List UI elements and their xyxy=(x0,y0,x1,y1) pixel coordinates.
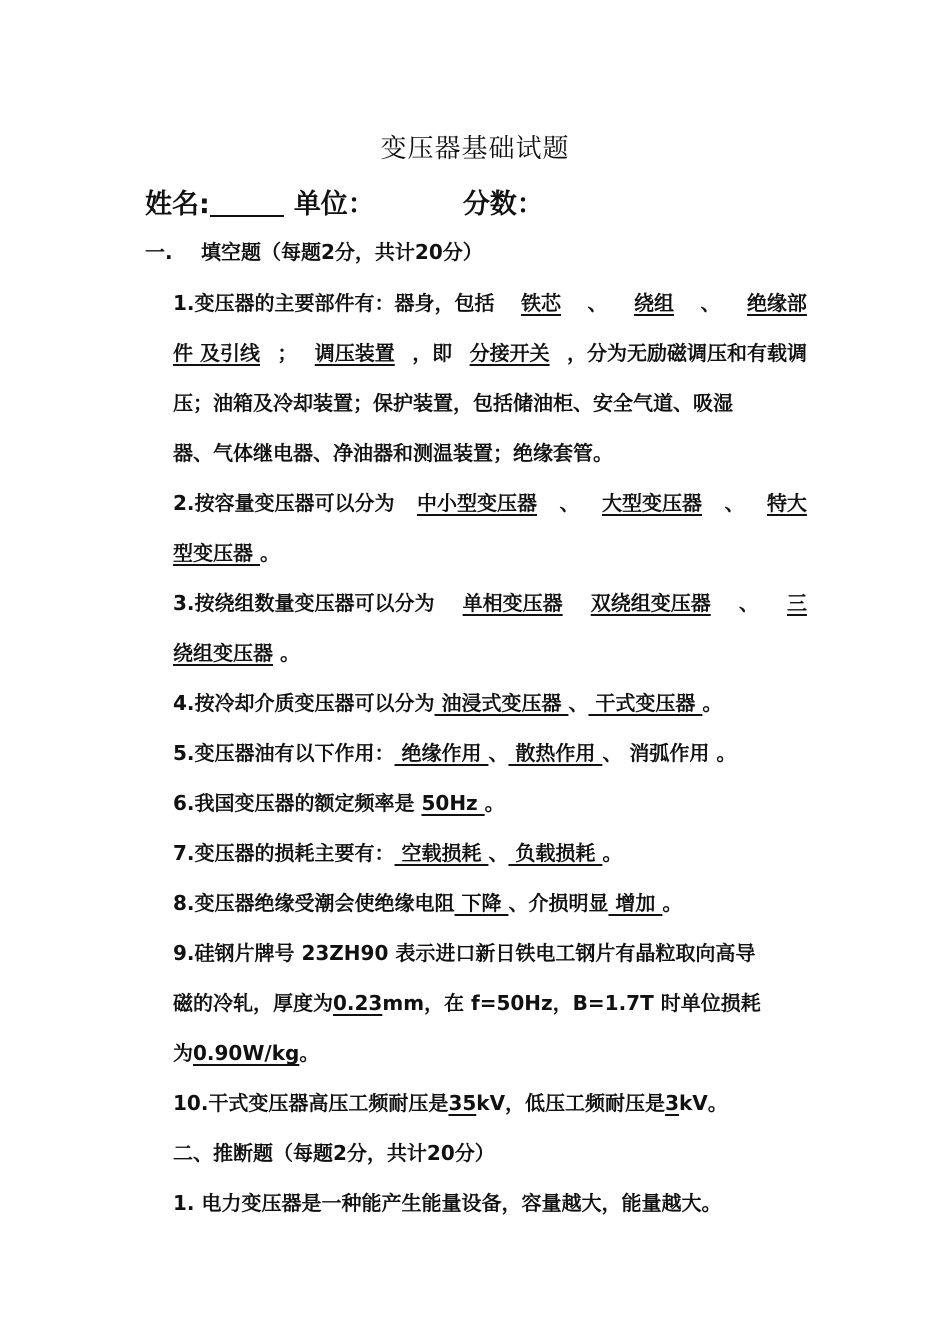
q6-line: 6.我国变压器的额定频率是 50Hz 。 xyxy=(173,791,505,815)
q8-answer-1: 下降 xyxy=(454,891,509,915)
q7-line: 7.变压器的损耗主要有： 空载损耗 、 负载损耗 。 xyxy=(173,841,623,865)
q3-answer-1: 单相变压器 xyxy=(462,591,563,615)
q10-answer-2: 3 xyxy=(665,1091,679,1115)
page-title: 变压器基础试题 xyxy=(380,134,570,164)
q2-line-1: 2.按容量变压器可以分为 中小型变压器 、 大型变压器 、 特大 xyxy=(173,487,807,516)
q1-answer-2: 绕组 xyxy=(633,291,674,315)
q5-answer-1: 绝缘作用 xyxy=(394,741,489,765)
q7-answer-1: 空载损耗 xyxy=(394,841,489,865)
judge-question-1: 1. 电力变压器是一种能产生能量设备，容量越大，能量越大。 xyxy=(173,1191,722,1215)
q1-answer-3: 绝缘部 xyxy=(746,291,807,315)
q4-answer-2: 干式变压器 xyxy=(588,691,703,715)
q8-line: 8.变压器绝缘受潮会使绝缘电阻 下降 、介损明显 增加 。 xyxy=(173,891,683,915)
section-1-title: 填空题（每题2分，共计20分） xyxy=(201,240,483,264)
q9-line-1: 9.硅钢片牌号 23ZH90 表示进口新日铁电工钢片有晶粒取向高导 xyxy=(173,941,756,965)
q10-line: 10.干式变压器高压工频耐压是35kV，低压工频耐压是3kV。 xyxy=(173,1091,728,1115)
q1-answer-5: 分接开关 xyxy=(469,341,550,365)
q9-line-2: 磁的冷轧，厚度为0.23mm，在 f=50Hz，B=1.7T 时单位损耗 xyxy=(173,991,761,1015)
section-2-heading: 二、推断题（每题2分，共计20分） xyxy=(173,1141,495,1165)
q9-answer-2: 0.90W/kg xyxy=(193,1041,300,1065)
name-label: 姓名: xyxy=(145,189,210,220)
q4-line: 4.按冷却介质变压器可以分为 油浸式变压器 、 干式变压器 。 xyxy=(173,691,723,715)
q9-line-3: 为0.90W/kg。 xyxy=(173,1041,320,1065)
q3-answer-2: 双绕组变压器 xyxy=(590,591,711,615)
q5-answer-2: 散热作用 xyxy=(508,741,603,765)
q1-line-1: 1.变压器的主要部件有：器身，包括 铁芯 、 绕组 、 绝缘部 xyxy=(173,287,807,316)
q2-answer-2: 大型变压器 xyxy=(601,491,702,515)
q2-answer-3: 特大 xyxy=(766,491,807,515)
q5-line: 5.变压器油有以下作用： 绝缘作用 、 散热作用 、 消弧作用 。 xyxy=(173,741,737,765)
score-label: 分数： xyxy=(462,189,544,220)
q8-answer-2: 增加 xyxy=(608,891,663,915)
exam-header xyxy=(145,182,544,221)
q1-line-4: 器、气体继电器、净油器和测温装置；绝缘套管。 xyxy=(173,441,613,465)
q9-answer-1: 0.23 xyxy=(333,991,383,1015)
section-1-number: 一. xyxy=(145,240,173,264)
q1-line-3: 压；油箱及冷却装置；保护装置，包括储油柜、安全气道、吸湿 xyxy=(173,391,733,415)
q2-line-2: 型变压器 。 xyxy=(173,541,280,565)
name-blank[interactable] xyxy=(210,189,284,217)
q6-answer-1: 50Hz xyxy=(421,791,485,815)
q1-line-2: 件 及引线 ； 调压装置 ，即 分接开关 ，分为无励磁调压和有载调 xyxy=(173,337,807,366)
section-1-heading xyxy=(145,236,483,265)
q7-answer-2: 负载损耗 xyxy=(508,841,603,865)
unit-label: 单位： xyxy=(293,189,375,220)
q1-answer-4: 调压装置 xyxy=(314,341,395,365)
q10-answer-1: 35 xyxy=(448,1091,477,1115)
q3-answer-3: 三 xyxy=(786,591,807,615)
q2-answer-1: 中小型变压器 xyxy=(417,491,537,515)
q3-line-2: 绕组变压器 。 xyxy=(173,641,300,665)
q3-line-1: 3.按绕组数量变压器可以分为 单相变压器 双绕组变压器 、 三 xyxy=(173,587,807,616)
q4-answer-1: 油浸式变压器 xyxy=(434,691,569,715)
q1-answer-1: 铁芯 xyxy=(521,291,561,315)
